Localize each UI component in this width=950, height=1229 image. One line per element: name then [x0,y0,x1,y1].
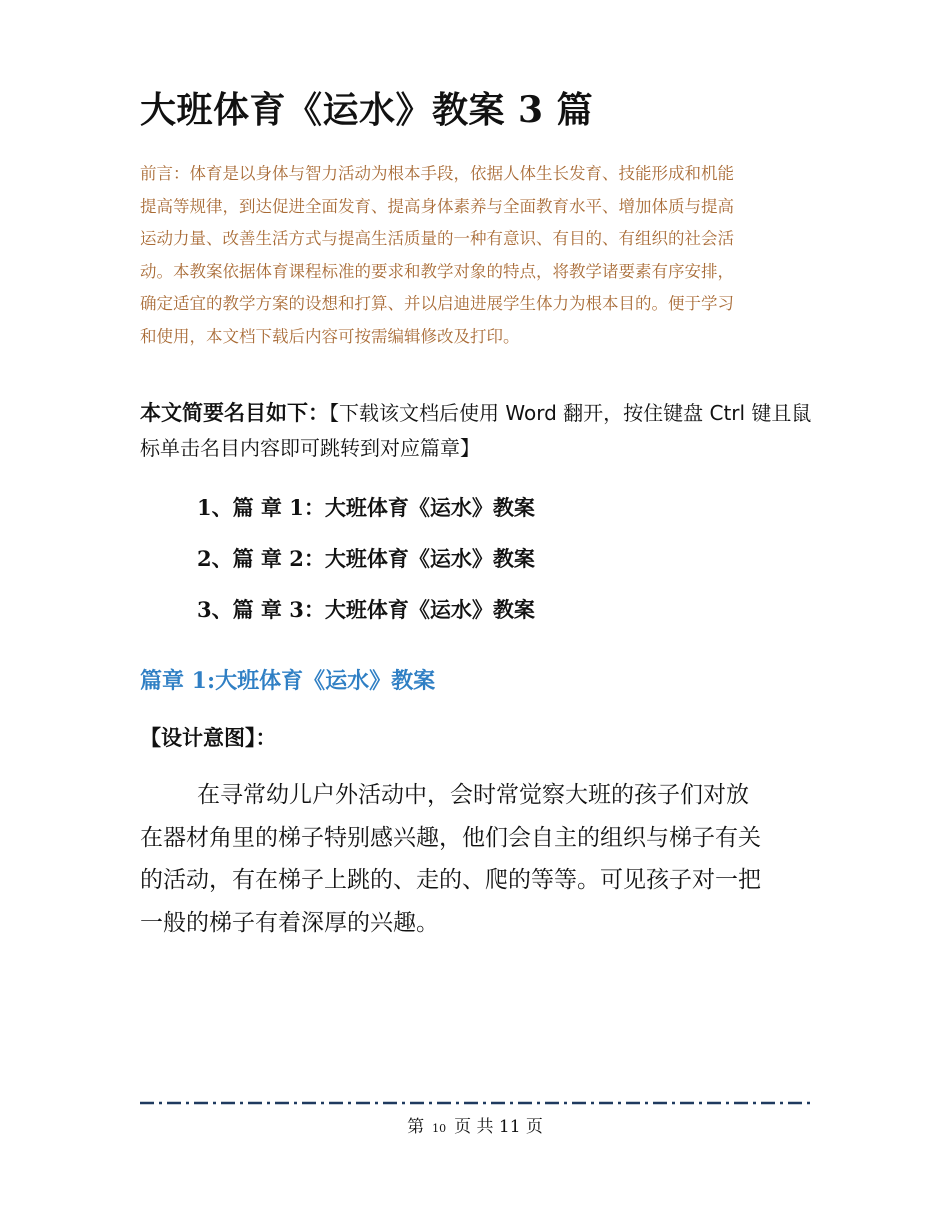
toc-item-2[interactable]: 2、篇 章 2：大班体育《运水》教案 [197,546,535,571]
preface-line: 提高等规律，到达促进全面发育、提高身体素养与全面教育水平、增加体质与提高 [140,196,734,216]
preface-line: 前言：体育是以身体与智力活动为根本手段，依据人体生长发育、技能形成和机能 [140,164,734,183]
page-footer [0,1112,950,1137]
section-title: 篇章 1:大班体育《运水》教案 [140,668,436,694]
toc-note: 【下载该文档后使用 Word 翻开，按住键盘 Ctrl 键且鼠标单击名目内容即可跳转到对应篇章】 [140,401,812,460]
footer-current-page: 10 [432,1122,447,1135]
preface [140,158,815,353]
footer-suffix: 页 共 11 页 [454,1117,543,1137]
body-line: 在器材角里的梯子特别感兴趣，他们会自主的组织与梯子有关 [140,824,761,851]
body-line: 一般的梯子有着深厚的兴趣。 [140,909,439,936]
footer-prefix: 第 [407,1117,425,1137]
toc-item-1[interactable]: 1、篇 章 1：大班体育《运水》教案 [197,495,535,520]
preface-line: 动。本教案依据体育课程标准的要求和教学对象的特点，将教学诸要素有序安排， [140,261,734,281]
design-intent-heading: 【设计意图】： [140,725,277,750]
toc-heading [140,395,820,466]
section-body [140,774,800,944]
preface-line: 运动力量、改善生活方式与提高生活质量的一种有意识、有目的、有组织的社会活 [140,229,734,248]
footer-divider [140,1100,810,1106]
preface-line: 和使用，本文档下载后内容可按需编辑修改及打印。 [140,326,520,346]
preface-line: 确定适宜的教学方案的设想和打算、并以启迪进展学生体力为根本目的。便于学习 [140,294,734,313]
document-title: 大班体育《运水》教案 3 篇 [140,89,594,131]
toc-lead: 本文简要名目如下： [140,400,329,425]
body-line: 的活动，有在梯子上跳的、走的、爬的等等。可见孩子对一把 [140,867,761,893]
toc-item-3[interactable]: 3、篇 章 3：大班体育《运水》教案 [197,597,535,622]
body-line: 在寻常幼儿户外活动中，会时常觉察大班的孩子们对放 [197,782,749,808]
